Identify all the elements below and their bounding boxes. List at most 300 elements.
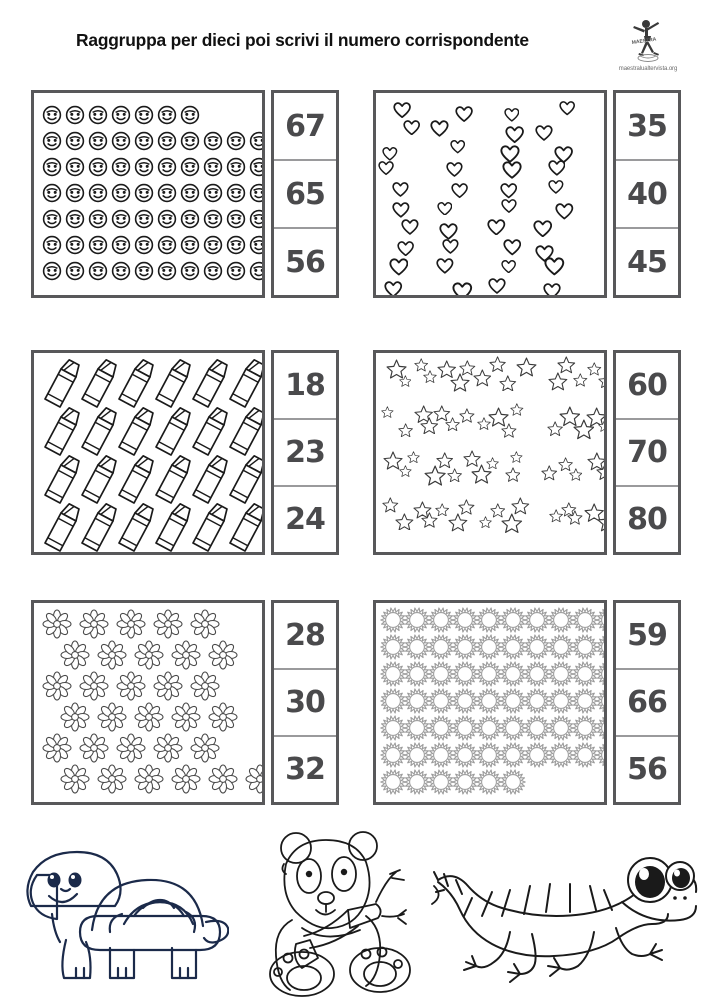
sun-icon: [452, 688, 476, 714]
heart-icon: [455, 105, 473, 122]
sun-icon: [476, 742, 500, 768]
smiley-face-icon: [88, 209, 111, 229]
sun-icon: [452, 634, 476, 660]
flower-icon: [171, 764, 208, 794]
exercise-5-item-row: [42, 609, 227, 639]
smiley-face-icon: [157, 131, 180, 151]
crayon-icon: [114, 501, 151, 555]
smiley-face-icon: [203, 157, 226, 177]
sun-icon: [500, 607, 524, 633]
sun-icon: [476, 715, 500, 741]
smiley-face-icon: [226, 209, 249, 229]
flower-icon: [97, 764, 134, 794]
star-icon: [597, 512, 607, 532]
heart-icon: [403, 119, 420, 135]
smiley-face-icon: [157, 209, 180, 229]
answer-number: 40: [627, 176, 667, 212]
exercise-4-answer-option-1[interactable]: [616, 353, 678, 420]
exercise-2-items-box: [373, 90, 607, 298]
sun-icon: [428, 688, 452, 714]
sun-icon: [404, 715, 428, 741]
exercise-1-item-row: [42, 209, 265, 229]
heart-icon: [389, 257, 409, 276]
smiley-face-icon: [180, 209, 203, 229]
heart-icon: [430, 119, 449, 137]
heart-icon: [502, 160, 522, 179]
smiley-face-icon: [249, 235, 265, 255]
smiley-face-icon: [157, 105, 180, 125]
exercise-1-answer-option-3[interactable]: [274, 229, 336, 295]
smiley-face-icon: [65, 105, 88, 125]
answer-number: 23: [285, 435, 325, 470]
star-icon: [557, 356, 576, 374]
answer-number: 59: [627, 618, 667, 653]
star-icon: [489, 356, 506, 372]
smiley-face-icon: [65, 209, 88, 229]
sun-icon: [428, 607, 452, 633]
sun-icon: [500, 634, 524, 660]
smiley-face-icon: [111, 105, 134, 125]
star-icon: [436, 452, 453, 469]
smiley-face-icon: [180, 235, 203, 255]
sun-icon: [476, 661, 500, 687]
sun-icon: [404, 742, 428, 768]
flower-icon: [153, 733, 190, 763]
exercise-5: [31, 600, 339, 805]
smiley-face-icon: [88, 183, 111, 203]
heart-icon: [548, 159, 566, 176]
heart-icon: [401, 218, 419, 235]
star-icon: [505, 467, 521, 482]
exercise-6-answers-box: [613, 600, 681, 805]
smiley-face-icon: [111, 131, 134, 151]
stick-figure-logo-icon: [624, 17, 672, 63]
heart-icon: [378, 160, 394, 175]
smiley-face-icon: [249, 183, 265, 203]
smiley-face-icon: [134, 209, 157, 229]
smiley-face-icon: [88, 261, 111, 281]
exercise-1-answers-box: [271, 90, 339, 298]
flower-icon: [116, 733, 153, 763]
smiley-face-icon: [42, 183, 65, 203]
crayon-icon: [77, 501, 114, 555]
exercise-6-item-row: [380, 742, 607, 768]
exercise-2-answers-box: [613, 90, 681, 298]
heart-icon: [533, 219, 552, 237]
heart-icon: [501, 259, 516, 273]
star-icon: [596, 463, 607, 480]
star-icon: [382, 497, 399, 513]
flower-icon: [79, 609, 116, 639]
smiley-face-icon: [180, 131, 203, 151]
sun-icon: [524, 607, 548, 633]
heart-icon: [548, 179, 564, 194]
sun-icon: [596, 715, 607, 741]
smiley-face-icon: [134, 131, 157, 151]
exercise-1-item-row: [42, 183, 265, 203]
exercise-6-item-row: [380, 769, 524, 795]
sun-icon: [596, 634, 607, 660]
answer-number: 18: [285, 368, 325, 403]
sun-icon: [596, 742, 607, 768]
flower-icon: [60, 702, 97, 732]
exercise-6-item-row: [380, 715, 607, 741]
sun-icon: [500, 715, 524, 741]
sun-icon: [596, 661, 607, 687]
exercise-6: [373, 600, 681, 805]
exercise-1-answer-option-2[interactable]: [274, 161, 336, 229]
sun-icon: [524, 661, 548, 687]
exercise-5-answer-option-1[interactable]: [274, 603, 336, 670]
sun-icon: [476, 607, 500, 633]
sun-icon: [548, 715, 572, 741]
exercise-2: [373, 90, 681, 298]
exercise-5-answers-box: [271, 600, 339, 805]
sun-icon: [524, 715, 548, 741]
sun-icon: [452, 715, 476, 741]
heart-icon: [436, 257, 454, 274]
heart-icon: [503, 238, 522, 255]
sun-icon: [548, 688, 572, 714]
crayon-icon: [151, 501, 188, 555]
sun-icon: [452, 742, 476, 768]
heart-icon: [442, 238, 459, 254]
smiley-face-icon: [157, 183, 180, 203]
page-title: Raggruppa per dieci poi scrivi il numero corrispondente: [76, 30, 529, 50]
exercise-1-items-box: [31, 90, 265, 298]
smiley-face-icon: [134, 261, 157, 281]
sun-icon: [476, 769, 500, 795]
sun-icon: [380, 634, 404, 660]
gecko-illustration: [432, 840, 700, 992]
exercise-1-item-row: [42, 157, 265, 177]
answer-number: 45: [627, 244, 667, 280]
heart-icon: [487, 218, 506, 236]
smiley-face-icon: [111, 157, 134, 177]
smiley-face-icon: [157, 261, 180, 281]
star-icon: [501, 423, 517, 438]
heart-icon: [446, 161, 463, 177]
smiley-face-icon: [203, 261, 226, 281]
smiley-face-icon: [226, 183, 249, 203]
exercise-4-items-box: [373, 350, 607, 555]
sun-icon: [500, 661, 524, 687]
flower-icon: [134, 702, 171, 732]
smiley-face-icon: [180, 157, 203, 177]
answer-number: 30: [285, 685, 325, 720]
svg-text:MAESTRA: MAESTRA: [631, 36, 657, 46]
sun-icon: [380, 661, 404, 687]
exercise-6-item-row: [380, 688, 607, 714]
crayon-icon: [40, 501, 77, 555]
answer-number: 35: [627, 108, 667, 144]
sun-icon: [428, 742, 452, 768]
exercise-2-answer-option-3[interactable]: [616, 229, 678, 295]
exercise-3-answer-option-2[interactable]: [274, 420, 336, 487]
brand-logo: [596, 17, 700, 83]
star-icon: [381, 406, 394, 418]
sun-icon: [548, 742, 572, 768]
heart-icon: [452, 281, 473, 298]
exercise-5-item-row: [60, 764, 265, 794]
exercise-1-item-row: [42, 235, 265, 255]
answer-number: 80: [627, 502, 667, 537]
star-icon: [548, 372, 568, 391]
flower-icon: [79, 733, 116, 763]
smiley-face-icon: [88, 157, 111, 177]
smiley-face-icon: [111, 235, 134, 255]
star-icon: [398, 423, 413, 437]
exercise-6-answer-option-3[interactable]: [616, 737, 678, 802]
star-icon: [448, 513, 468, 532]
star-icon: [573, 373, 588, 387]
sun-icon: [572, 715, 596, 741]
smiley-face-icon: [157, 235, 180, 255]
smiley-face-icon: [226, 157, 249, 177]
smiley-face-icon: [111, 261, 134, 281]
star-icon: [399, 375, 412, 387]
flower-icon: [153, 609, 190, 639]
sun-icon: [452, 607, 476, 633]
smiley-face-icon: [88, 105, 111, 125]
sun-icon: [572, 607, 596, 633]
heart-icon: [393, 101, 411, 118]
crayon-icon: [225, 501, 262, 555]
flower-icon: [190, 609, 227, 639]
heart-icon: [397, 240, 414, 256]
sun-icon: [572, 688, 596, 714]
heart-icon: [504, 107, 520, 122]
sun-icon: [524, 688, 548, 714]
exercise-4-answer-option-3[interactable]: [616, 487, 678, 552]
heart-icon: [505, 125, 524, 143]
exercise-6-item-row: [380, 634, 607, 660]
heart-icon: [384, 280, 403, 297]
exercise-4-answer-option-2[interactable]: [616, 420, 678, 487]
smiley-face-icon: [203, 209, 226, 229]
star-icon: [511, 497, 530, 515]
answer-number: 28: [285, 618, 325, 653]
flower-icon: [116, 671, 153, 701]
answer-number: 56: [285, 244, 325, 280]
exercise-4-answers-box: [613, 350, 681, 555]
exercise-1-item-row: [42, 105, 203, 125]
sun-icon: [404, 769, 428, 795]
star-icon: [479, 516, 492, 528]
smiley-face-icon: [111, 209, 134, 229]
smiley-face-icon: [180, 183, 203, 203]
smiley-face-icon: [42, 157, 65, 177]
star-icon: [435, 503, 449, 517]
exercise-1-item-row: [42, 261, 265, 281]
flower-icon: [97, 640, 134, 670]
worksheet-header: [0, 0, 707, 88]
answer-number: 24: [285, 502, 325, 537]
sun-icon: [452, 769, 476, 795]
smiley-face-icon: [88, 235, 111, 255]
smiley-face-icon: [134, 105, 157, 125]
flower-icon: [134, 764, 171, 794]
heart-icon: [555, 202, 574, 220]
heart-icon: [544, 256, 565, 276]
star-icon: [516, 357, 537, 377]
exercise-5-answer-option-3[interactable]: [274, 737, 336, 802]
exercise-6-items-box: [373, 600, 607, 805]
exercise-1-answer-option-1[interactable]: [274, 93, 336, 161]
exercise-3-items-box: [31, 350, 265, 555]
smiley-face-icon: [111, 183, 134, 203]
star-icon: [499, 375, 517, 392]
heart-icon: [392, 181, 409, 197]
exercise-3-answers-box: [271, 350, 339, 555]
brand-url-label: maestralualtervista.org: [618, 66, 678, 72]
smiley-face-icon: [65, 235, 88, 255]
exercise-5-item-row: [42, 671, 227, 701]
sun-icon: [404, 688, 428, 714]
sun-icon: [428, 769, 452, 795]
sun-icon: [428, 661, 452, 687]
answer-number: 65: [285, 176, 325, 212]
star-icon: [510, 403, 524, 416]
smiley-face-icon: [226, 261, 249, 281]
sun-icon: [572, 661, 596, 687]
sun-icon: [380, 715, 404, 741]
sun-icon: [476, 634, 500, 660]
flower-icon: [42, 609, 79, 639]
sun-icon: [404, 661, 428, 687]
sun-icon: [572, 634, 596, 660]
smiley-face-icon: [42, 209, 65, 229]
heart-icon: [437, 201, 453, 216]
star-icon: [395, 513, 414, 531]
smiley-face-icon: [42, 261, 65, 281]
smiley-face-icon: [203, 131, 226, 151]
exercise-1: [31, 90, 339, 298]
heart-icon: [559, 100, 575, 115]
sun-icon: [380, 742, 404, 768]
answer-number: 32: [285, 752, 325, 787]
answer-number: 66: [627, 685, 667, 720]
exercise-3-item-row: [40, 501, 262, 555]
star-icon: [447, 468, 462, 483]
heart-icon: [392, 201, 410, 218]
star-icon: [407, 451, 420, 463]
sun-icon: [404, 634, 428, 660]
star-icon: [569, 468, 583, 481]
smiley-face-icon: [65, 157, 88, 177]
sun-icon: [596, 607, 607, 633]
heart-icon: [488, 277, 506, 294]
smiley-face-icon: [180, 105, 203, 125]
flower-icon: [97, 702, 134, 732]
smiley-face-icon: [42, 131, 65, 151]
sun-icon: [380, 688, 404, 714]
exercise-2-answer-option-1[interactable]: [616, 93, 678, 161]
flower-icon: [208, 702, 245, 732]
flower-icon: [171, 702, 208, 732]
star-icon: [510, 451, 523, 463]
star-icon: [399, 465, 412, 477]
star-icon: [459, 408, 475, 423]
exercise-1-item-row: [42, 131, 265, 151]
exercise-6-answer-option-1[interactable]: [616, 603, 678, 670]
sun-icon: [500, 688, 524, 714]
sun-icon: [548, 634, 572, 660]
flower-icon: [208, 640, 245, 670]
sun-icon: [548, 661, 572, 687]
illustration-strip: [0, 822, 707, 1000]
exercise-2-answer-option-2[interactable]: [616, 161, 678, 229]
smiley-face-icon: [180, 261, 203, 281]
smiley-face-icon: [42, 235, 65, 255]
sun-icon: [500, 769, 524, 795]
exercise-5-answer-option-2[interactable]: [274, 670, 336, 737]
flower-icon: [153, 671, 190, 701]
exercise-5-item-row: [60, 640, 245, 670]
heart-icon: [535, 124, 553, 141]
smiley-face-icon: [65, 183, 88, 203]
smiley-face-icon: [249, 131, 265, 151]
flower-icon: [134, 640, 171, 670]
smiley-face-icon: [203, 235, 226, 255]
sun-icon: [452, 661, 476, 687]
exercise-3: [31, 350, 339, 555]
answer-number: 70: [627, 435, 667, 470]
smiley-face-icon: [249, 157, 265, 177]
star-icon: [445, 417, 460, 431]
flower-icon: [208, 764, 245, 794]
smiley-face-icon: [134, 157, 157, 177]
flower-icon: [42, 733, 79, 763]
smiley-face-icon: [249, 209, 265, 229]
star-icon: [423, 370, 437, 383]
smiley-face-icon: [226, 235, 249, 255]
flower-icon: [245, 764, 265, 794]
exercise-6-item-row: [380, 607, 607, 633]
flower-icon: [190, 733, 227, 763]
smiley-face-icon: [203, 183, 226, 203]
sun-icon: [572, 742, 596, 768]
exercise-4: [373, 350, 681, 555]
smiley-face-icon: [134, 183, 157, 203]
sun-icon: [596, 688, 607, 714]
heart-icon: [451, 182, 468, 198]
star-icon: [501, 513, 523, 533]
exercise-5-item-row: [42, 733, 227, 763]
star-icon: [541, 465, 557, 481]
heart-icon: [543, 282, 561, 298]
sun-icon: [476, 688, 500, 714]
sun-icon: [380, 769, 404, 795]
exercise-6-item-row: [380, 661, 607, 687]
star-icon: [598, 420, 607, 432]
crayon-icon: [188, 501, 225, 555]
flower-icon: [42, 671, 79, 701]
flower-icon: [190, 671, 227, 701]
star-icon: [567, 510, 583, 525]
sun-icon: [548, 607, 572, 633]
answer-number: 56: [627, 752, 667, 787]
sun-icon: [380, 607, 404, 633]
flower-icon: [60, 640, 97, 670]
exercise-3-answer-option-1[interactable]: [274, 353, 336, 420]
exercise-6-answer-option-2[interactable]: [616, 670, 678, 737]
sun-icon: [404, 607, 428, 633]
smiley-face-icon: [134, 235, 157, 255]
smiley-face-icon: [65, 261, 88, 281]
flower-icon: [116, 609, 153, 639]
exercise-3-answer-option-3[interactable]: [274, 487, 336, 552]
